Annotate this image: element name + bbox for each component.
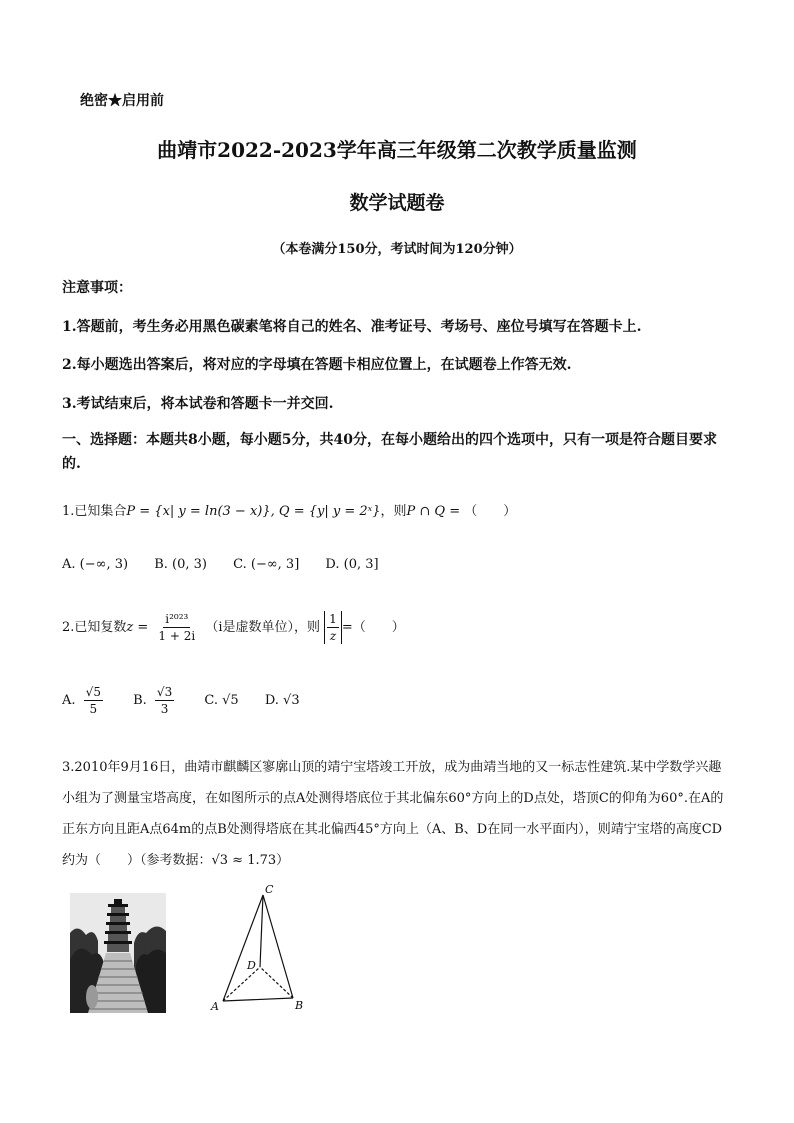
- q2-choices: [62, 684, 322, 717]
- label-a: A: [211, 1000, 219, 1013]
- q1-expression: P ∩ Q =: [406, 504, 461, 519]
- q1-set-p: P = {x| y = ln(3 − x)}: [126, 504, 271, 519]
- exam-title: 曲靖市2022-2023学年高三年级第二次教学质量监测: [157, 138, 637, 162]
- q2-choice-b-num: √3: [156, 685, 173, 699]
- edge-cd: [260, 895, 263, 967]
- tetrahedron-drawing: [205, 883, 315, 1018]
- edge-ab: [223, 998, 293, 1001]
- exam-info: （本卷满分150分，考试时间为120分钟）: [272, 242, 522, 257]
- q2-tail: =（ ）: [341, 620, 405, 635]
- q2-abs-fraction: [327, 611, 339, 644]
- q2-choice-a: [62, 684, 107, 717]
- label-b: B: [295, 999, 304, 1012]
- q2-choice-a-num: √5: [85, 685, 101, 699]
- notice-heading: 注意事项：: [62, 280, 132, 296]
- q2-choice-b-den: 3: [160, 702, 169, 716]
- label-d: D: [247, 959, 256, 972]
- q2-choice-b: [133, 684, 178, 717]
- q1-choices: [62, 557, 401, 572]
- q2-choice-c: [204, 693, 238, 708]
- question-2: [62, 611, 405, 644]
- pagoda-photo-drawing: [70, 893, 166, 1013]
- q2-fraction-denominator: 1 + 2i: [158, 629, 196, 643]
- q2-choice-b-label: B.: [133, 693, 147, 708]
- q2-choice-d-label: D.: [264, 693, 279, 708]
- q2-mid: （i是虚数单位），则: [205, 620, 321, 635]
- edge-ca: [223, 895, 263, 1001]
- q1-set-q: , Q = {y| y = 2ˣ}: [270, 504, 381, 519]
- edge-ad: [223, 967, 260, 1001]
- tetrahedron-diagram: [205, 883, 315, 1018]
- question-1: [62, 500, 516, 519]
- q2-fraction-numerator: i²⁰²³: [165, 612, 189, 626]
- q2-abs-denominator: z: [329, 629, 337, 643]
- q1-prefix: 1.已知集合: [62, 504, 127, 519]
- q1-choice-c: C. (−∞, 3]: [233, 557, 300, 572]
- q2-choice-b-fraction: [155, 684, 174, 717]
- q2-choice-a-label: A.: [62, 693, 76, 708]
- edge-cb: [263, 895, 293, 998]
- question-3: 3.2010年9月16日，曲靖市麒麟区寥廓山顶的靖宁宝塔竣工开放，成为曲靖当地的又一标志性建筑.某中学数学兴趣小组为了测量宝塔高度，在如图所示的点A处测得塔底位于其北偏东60°方向上的D点处，塔顶C的仰角为60°.在A的正东方向且距A点64m的点B处测得塔底在其北偏西45°方向上（A、B、D在同一水平面内），则靖宁宝塔的高度CD约为（ ）（参考数据：√3 ≈ 1.73）: [62, 760, 724, 868]
- notice-item-1: 1.答题前，考生务必用黑色碳素笔将自己的姓名、准考证号、考场号、座位号填写在答题卡上.: [62, 319, 642, 335]
- q2-choice-d: [265, 693, 300, 708]
- confidential-label: 绝密★启用前: [80, 93, 164, 109]
- notice-item-2: 2.每小题选出答案后，将对应的字母填在答题卡相应位置上，在试题卷上作答无效.: [62, 357, 572, 373]
- exam-subtitle: 数学试题卷: [349, 192, 445, 214]
- q2-abs-value: [324, 611, 342, 644]
- q2-choice-d-value: √3: [283, 693, 300, 708]
- q2-prefix: 2.已知复数: [62, 620, 127, 635]
- q1-tail: （ ）: [464, 504, 517, 519]
- section-heading: 一、选择题：本题共8小题，每小题5分，共40分，在每小题给出的四个选项中，只有一项是符合题目要求的.: [62, 432, 717, 472]
- q2-choice-c-value: √5: [222, 693, 239, 708]
- q1-choice-d: D. (0, 3]: [325, 557, 379, 572]
- q2-abs-numerator: 1: [329, 612, 337, 626]
- pagoda-photo: [70, 893, 166, 1013]
- q2-choice-c-label: C.: [204, 693, 218, 708]
- q2-choice-a-den: 5: [89, 702, 98, 716]
- q1-choice-a: A. (−∞, 3): [62, 557, 129, 572]
- notice-item-3: 3.考试结束后，将本试卷和答题卡一并交回.: [62, 396, 334, 412]
- q2-choice-a-fraction: [84, 684, 103, 717]
- q2-fraction: [156, 611, 197, 644]
- label-c: C: [265, 883, 274, 896]
- q2-z: z =: [126, 620, 149, 635]
- q1-choice-b: B. (0, 3): [154, 557, 207, 572]
- q1-ask: ，则: [380, 504, 407, 519]
